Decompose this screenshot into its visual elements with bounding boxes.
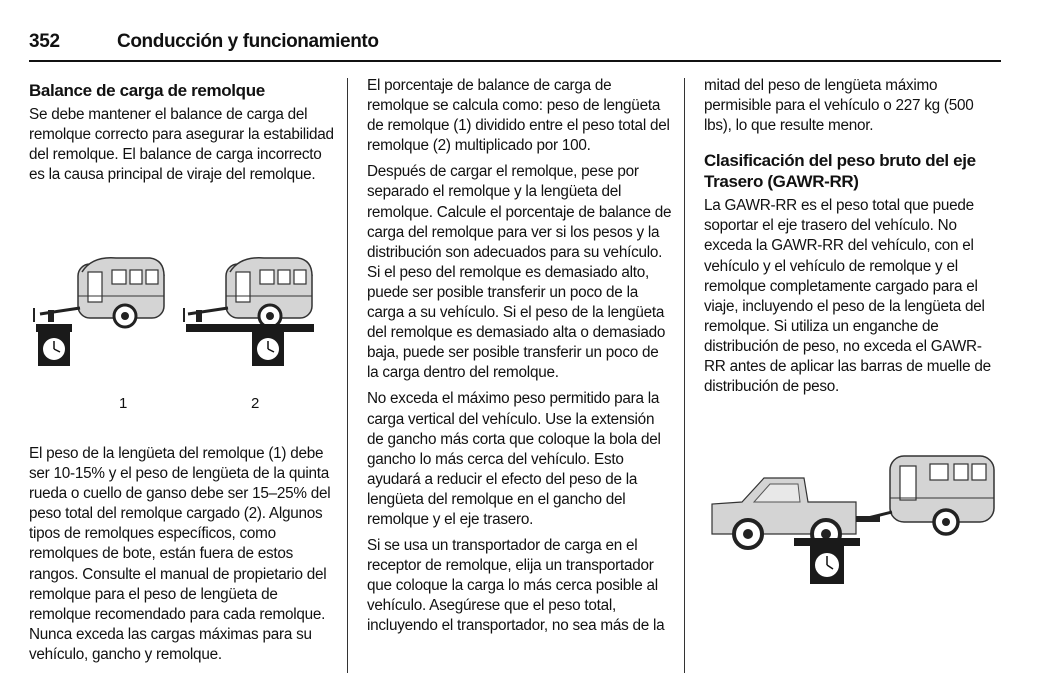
gawr-rr-figure — [708, 448, 998, 588]
trailer-2-illustration — [184, 258, 312, 327]
column-1 — [29, 73, 334, 185]
tongue-weight-paragraph: El peso de la lengüeta del remolque (1) debe ser 10-15% y el peso de lengüeta de la quinta rueda o cuello de ganso debe ser 15–25% del peso total del remolque cargado (2). Algunos tipos de remolques específicos, como remolques de bote, están fuera de estos rangos. Consulte el manual de propietario del remolque para el peso de lengüeta de remolque recomendado para cada remolque. Nunca exceda las cargas máximas para su vehículo, gancho y remolque. — [29, 445, 331, 663]
figure-label-1: 1 — [119, 395, 128, 412]
carrier-continuation-paragraph: mitad del peso de lengüeta máximo permisible para el vehículo o 227 kg (500 lbs), lo que resulte menor. — [704, 77, 974, 135]
column-divider-2 — [684, 78, 685, 673]
weigh-separately-paragraph: Después de cargar el remolque, pese por separado el remolque y la lengüeta del remolque. Calcule el porcentaje de balance de carga del remolque para ver si los pesos y la distribución son adecuados para su vehículo. Si el peso del remolque es demasiado alto, puede ser posible transferir un poco de la carga a su vehículo. Si el peso de la lengüeta del remolque es demasiado alta o demasiado baja, puede ser posible transferir un poco de la carga dentro del remolque. — [367, 163, 672, 382]
section-title: Conducción y funcionamiento — [117, 31, 379, 52]
trailer-balance-intro: Se debe mantener el balance de carga del remolque correcto para asegurar la estabilidad del remolque. El balance de carga incorrecto es la causa principal de viraje del remolque. — [29, 106, 334, 184]
truck-illustration — [712, 478, 880, 548]
column-divider-1 — [347, 78, 348, 673]
gawr-rr-heading: Clasificación del peso bruto del eje Trasero (GAWR-RR) — [704, 151, 976, 192]
trailer-1-illustration — [34, 258, 164, 327]
tow-trailer-illustration — [868, 456, 994, 534]
scale-2 — [186, 324, 314, 366]
cargo-carrier-paragraph: Si se usa un transportador de carga en el receptor de remolque, elija un transportador que coloque la carga lo más cerca posible al vehículo. Asegúrese que el peso total, incluyendo el transportador, no sea más de la — [367, 537, 665, 635]
scale-1 — [36, 324, 72, 366]
header-rule — [29, 60, 1001, 62]
balance-formula-paragraph: El porcentaje de balance de carga de remolque se calcula como: peso de lengüeta de remolque (1) dividido entre el peso total del remolque (2) multiplicado por 100. — [367, 77, 670, 155]
column-3 — [704, 76, 1002, 397]
column-1-lower — [29, 444, 334, 665]
max-weight-paragraph: No exceda el máximo peso permitido para la carga vertical del vehículo. Use la extensión de gancho más corta que coloque la bola del gancho lo más cerca del vehículo. Esto ayudará a reducir el efecto del peso de la lengüeta del remolque en el gancho del remolque y el eje trasero. — [367, 390, 661, 528]
page-number: 352 — [29, 31, 60, 52]
trailer-balance-heading: Balance de carga de remolque — [29, 81, 265, 100]
tongue-weight-figure — [30, 250, 330, 380]
gawr-rr-paragraph: La GAWR-RR es el peso total que puede soportar el eje trasero del vehículo. No exceda la GAWR-RR del vehículo, con el vehículo y el vehículo de remolque y el remolque completamente cargado para el viaje, incluyendo el peso de la lengüeta del remolque. Si utiliza un enganche de distribución de peso, no exceda el GAWR-RR antes de aplicar las barras de muelle de distribución de peso. — [704, 197, 991, 396]
figure-label-2: 2 — [251, 395, 260, 412]
column-2 — [367, 76, 672, 637]
rear-axle-scale — [794, 538, 860, 584]
